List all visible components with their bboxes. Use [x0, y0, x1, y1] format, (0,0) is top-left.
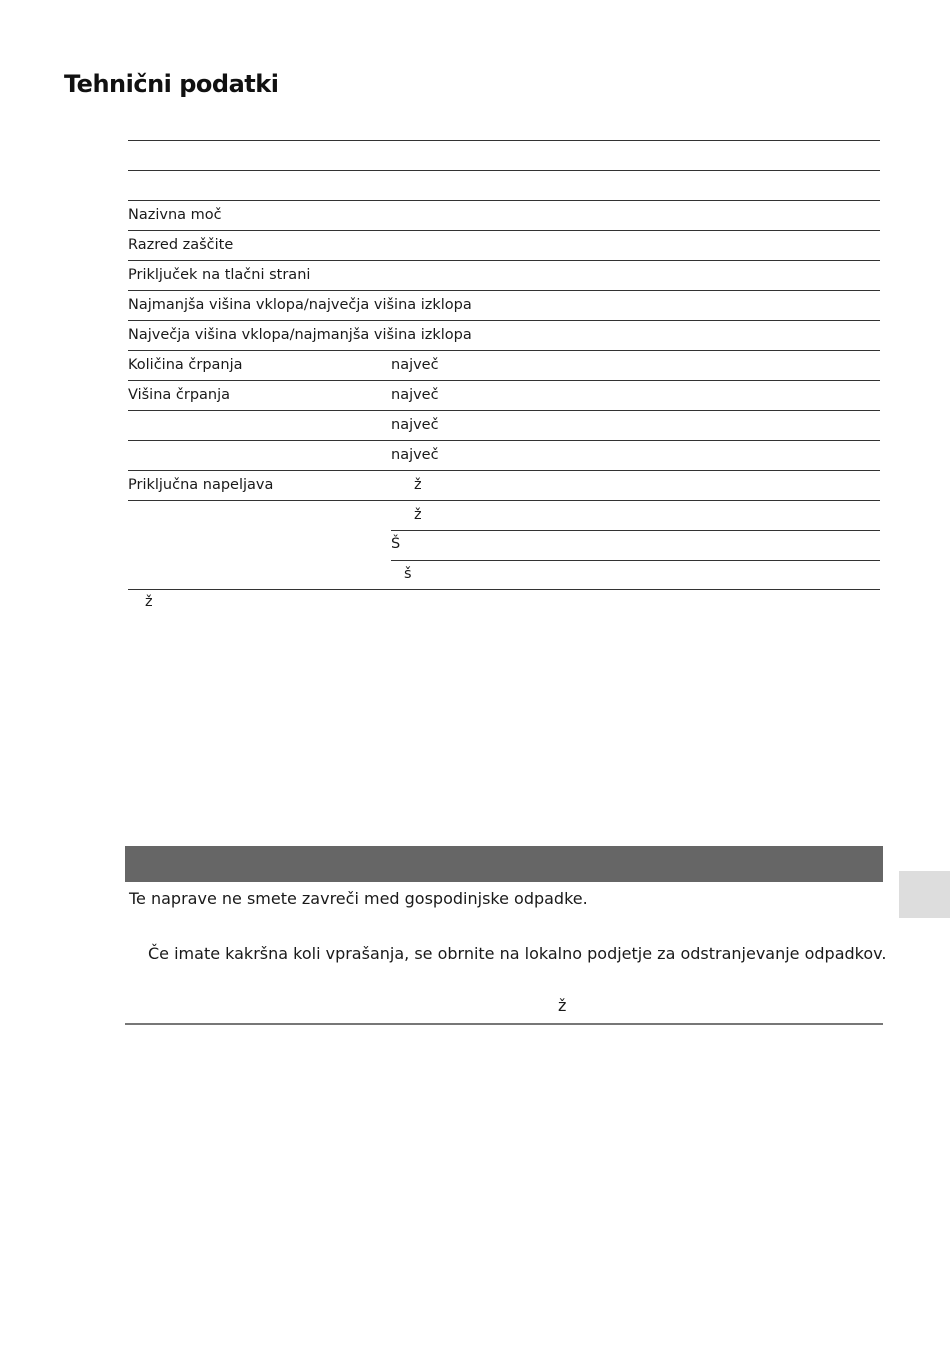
table-row [128, 260, 880, 290]
row-qualifier: največ [391, 387, 439, 403]
page-title: Tehnični podatki [64, 70, 279, 98]
row-label: Najmanjša višina vklopa/največja višina izklopa [128, 297, 472, 313]
row-qualifier: največ [391, 447, 439, 463]
section-bottom-rule [125, 1023, 883, 1025]
row-qualifier: največ [391, 417, 439, 433]
table-row [128, 530, 880, 560]
table-row [128, 560, 880, 590]
specs-table [128, 140, 880, 590]
table-row [128, 170, 880, 200]
row-qualifier: Š [391, 536, 401, 552]
table-footnote: ž [145, 594, 153, 610]
row-qualifier: ž [414, 477, 422, 493]
row-qualifier: š [404, 566, 412, 582]
table-row [128, 350, 880, 380]
table-row [128, 410, 880, 440]
row-label: Količina črpanja [128, 357, 243, 373]
table-row [128, 290, 880, 320]
table-row [128, 230, 880, 260]
side-thumb-tab [899, 871, 950, 918]
disposal-text-3: ž [558, 996, 567, 1015]
row-label: Priključek na tlačni strani [128, 267, 311, 283]
row-label: Razred zaščite [128, 237, 234, 253]
row-label: Največja višina vklopa/najmanjša višina izklopa [128, 327, 472, 343]
table-row [128, 470, 880, 500]
row-label: Nazivna moč [128, 207, 222, 223]
row-label: Priključna napeljava [128, 477, 274, 493]
table-row [128, 200, 880, 230]
section-header-band [125, 846, 883, 882]
table-row [128, 500, 880, 530]
table-row [128, 380, 880, 410]
table-row [128, 320, 880, 350]
row-qualifier: največ [391, 357, 439, 373]
row-label: Višina črpanja [128, 387, 231, 403]
disposal-text-1: Te naprave ne smete zavreči med gospodinjske odpadke. [129, 889, 588, 908]
row-qualifier: ž [414, 507, 422, 523]
disposal-text-2: Če imate kakršna koli vprašanja, se obrnite na lokalno podjetje za odstranjevanje odpadkov. [148, 944, 887, 963]
table-row [128, 440, 880, 470]
table-row [128, 140, 880, 170]
